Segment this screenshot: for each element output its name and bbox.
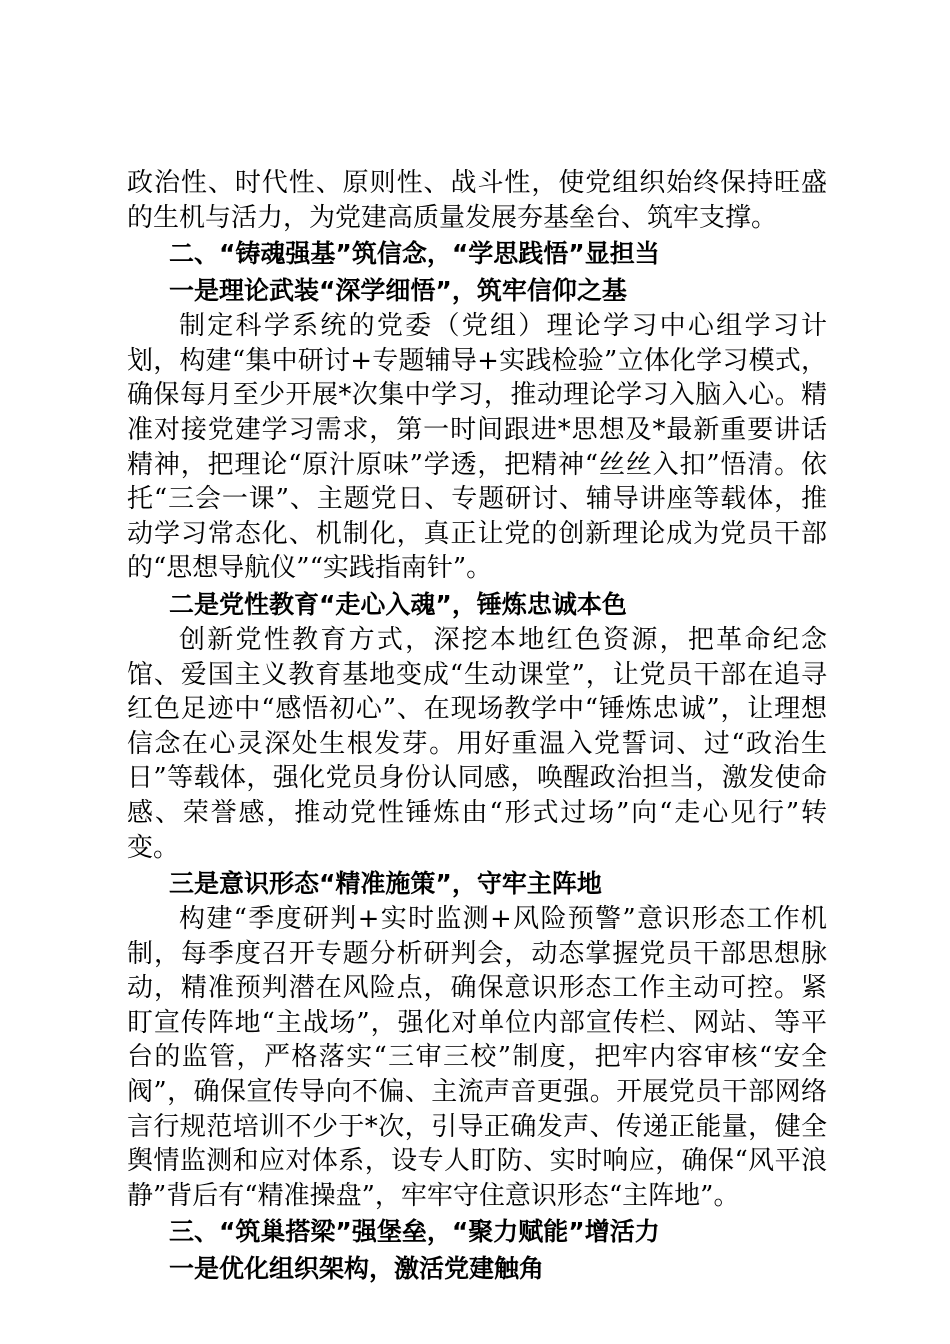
subheading-party-education: 二是党性教育“走心入魂”，锤炼忠诚本色 — [169, 589, 627, 619]
subheading-theory-study: 一是理论武装“深学细悟”，筑牢信仰之基 — [169, 276, 627, 306]
document-body — [127, 166, 827, 1287]
section-heading-2: 二、“铸魂强基”筑信念，“学思践悟”显担当 — [169, 239, 660, 269]
section-heading-3: 三、“筑巢搭梁”强堡垒，“聚力赋能”增活力 — [169, 1217, 660, 1247]
paragraph-party-education: 创新党性教育方式，深挖本地红色资源，把革命纪念馆、爱国主义教育基地变成“生动课堂”，让党员干部在追寻红色足迹中“感悟初心”、在现场教学中“锤炼忠诚”，让理想信念在心灵深处生根发芽。用好重温入党誓词、过“政治生日”等载体，强化党员身份认同感，唤醒政治担当，激发使命感、荣誉感，推动党性锤炼由“形式过场”向“走心见行”转变。 — [127, 624, 827, 863]
paragraph-continuation: 政治性、时代性、原则性、战斗性，使党组织始终保持旺盛的生机与活力，为党建高质量发展夯基垒台、筑牢支撑。 — [127, 168, 827, 233]
subheading-ideology: 三是意识形态“精准施策”，守牢主阵地 — [169, 869, 602, 899]
subheading-organization: 一是优化组织架构，激活党建触角 — [169, 1254, 545, 1284]
paragraph-ideology: 构建“季度研判+实时监测+风险预警”意识形态工作机制，每季度召开专题分析研判会，动态掌握党员干部思想脉动，精准预判潜在风险点，确保意识形态工作主动可控。紧盯宣传阵地“主战场”，强化对单位内部宣传栏、网站、等平台的监管，严格落实“三审三校”制度，把牢内容审核“安全阀”，确保宣传导向不偏、主流声音更强。开展党员干部网络言行规范培训不少于*次，引导正确发声、传递正能量，健全舆情监测和应对体系，设专人盯防、实时响应，确保“风平浪静”背后有“精准操盘”，牢牢守住意识形态“主阵地”。 — [127, 904, 827, 1211]
paragraph-theory-study: 制定科学系统的党委（党组）理论学习中心组学习计划，构建“集中研讨+专题辅导+实践检验”立体化学习模式，确保每月至少开展*次集中学习，推动理论学习入脑入心。精准对接党建学习需求，第一时间跟进*思想及*最新重要讲话精神，把理论“原汁原味”学透，把精神“丝丝入扣”悟清。依托“三会一课”、主题党日、专题研讨、辅导讲座等载体，推动学习常态化、机制化，真正让党的创新理论成为党员干部的“思想导航仪”“实践指南针”。 — [127, 311, 827, 584]
